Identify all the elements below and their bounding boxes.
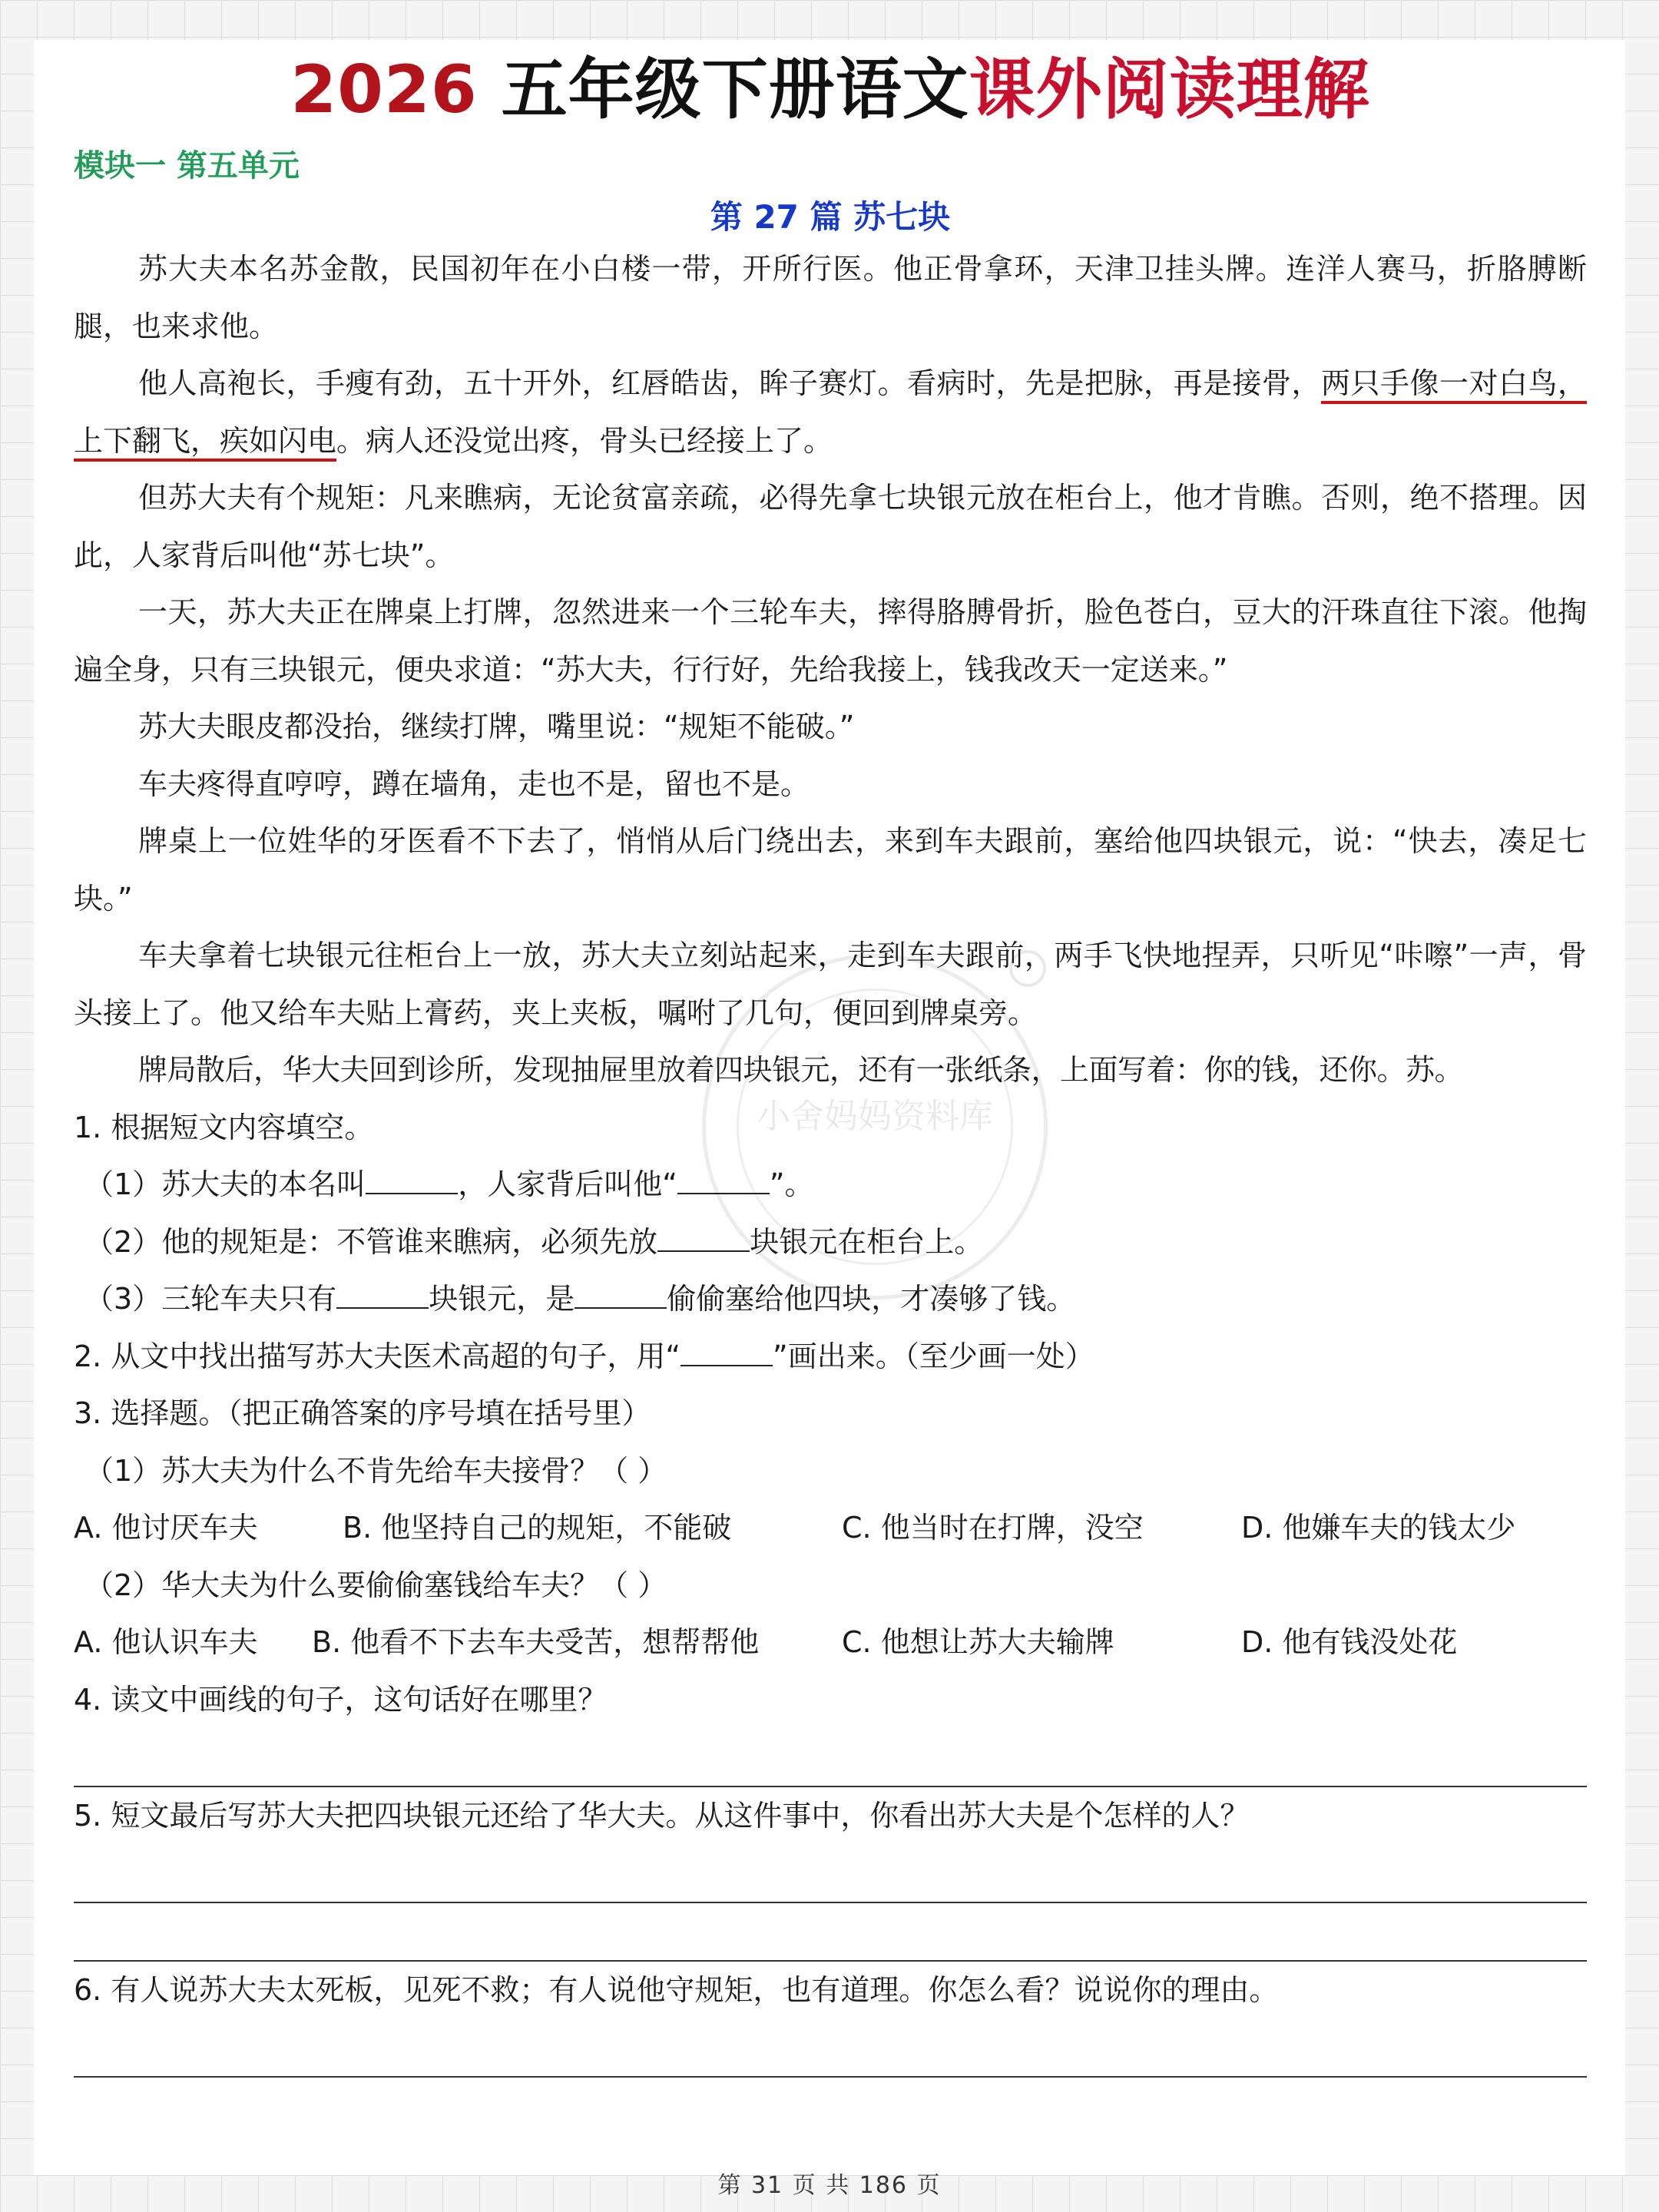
- answer-line-5a[interactable]: [74, 1844, 1587, 1903]
- question-3: 3. 选择题。（把正确答案的序号填在括号里）: [74, 1396, 651, 1430]
- question-3-1-choices: [74, 1499, 1587, 1557]
- paragraph-9: 牌局散后，华大夫回到诊所，发现抽屉里放着四块银元，还有一张纸条，上面写着：你的钱，还你。苏。: [138, 1053, 1464, 1087]
- paragraph-1: 苏大夫本名苏金散，民国初年在小白楼一带，开所行医。他正骨拿环，天津卫挂头牌。连洋人赛马，折胳膊断腿，也来求他。: [74, 252, 1587, 343]
- module-label: 模块一 第五单元: [74, 148, 300, 184]
- paragraph-4: 一天，苏大夫正在牌桌上打牌，忽然进来一个三轮车夫，摔得胳膊骨折，脸色苍白，豆大的汗珠直往下滚。他掏遍全身，只有三块银元，便央求道：“苏大夫，行行好，先给我接上，钱我改天一定送来。”: [74, 595, 1587, 687]
- paragraph-6: 车夫疼得直哼哼，蹲在墙角，走也不是，留也不是。: [138, 767, 810, 801]
- choice-3-1-c[interactable]: C. 他当时在打牌，没空: [842, 1511, 1144, 1545]
- page-footer: 第 31 页 共 186 页: [717, 2172, 942, 2199]
- question-2-text-a: 2. 从文中找出描写苏大夫医术高超的句子，用“: [74, 1339, 681, 1373]
- question-3-2: （2）华大夫为什么要偷偷塞钱给车夫？（ ）: [84, 1568, 667, 1602]
- question-2-text-b: ”画出来。（至少画一处）: [773, 1339, 1094, 1373]
- choice-3-1-d[interactable]: D. 他嫌车夫的钱太少: [1241, 1511, 1516, 1545]
- choice-3-1-a[interactable]: A. 他讨厌车夫: [74, 1511, 258, 1545]
- answer-line-5b[interactable]: [74, 1903, 1587, 1962]
- blank-helper[interactable]: [575, 1283, 667, 1309]
- choice-3-2-d[interactable]: D. 他有钱没处花: [1241, 1625, 1458, 1659]
- question-3-1: （1）苏大夫为什么不肯先给车夫接骨？（ ）: [84, 1453, 667, 1488]
- choice-3-2-b[interactable]: B. 他看不下去车夫受苦，想帮帮他: [312, 1625, 760, 1659]
- choice-3-1-b[interactable]: B. 他坚持自己的规矩，不能破: [343, 1511, 732, 1545]
- paragraph-2: [74, 355, 1587, 469]
- article-title: 第 27 篇 苏七块: [710, 198, 951, 236]
- blank-driver-coins[interactable]: [336, 1283, 429, 1309]
- answer-line-4[interactable]: [74, 1728, 1587, 1787]
- title-highlight: 课外阅读理解: [969, 51, 1370, 128]
- paragraph-5: 苏大夫眼皮都没抬，继续打牌，嘴里说：“规矩不能破。”: [138, 710, 855, 743]
- title-grade: 五年级下册语文: [501, 51, 969, 128]
- blank-nickname[interactable]: [677, 1168, 770, 1194]
- question-5: 5. 短文最后写苏大夫把四块银元还给了华大夫。从这件事中，你看出苏大夫是个怎样的人？: [74, 1798, 1250, 1833]
- question-1-3-text-b: 块银元，是: [429, 1282, 575, 1316]
- paragraph-2-start: 他人高袍长，手瘦有劲，五十开外，红唇皓齿，眸子赛灯。看病时，先是把脉，再是接骨，: [138, 366, 1321, 400]
- question-1-2: [74, 1214, 1587, 1271]
- question-4: 4. 读文中画线的句子，这句话好在哪里？: [74, 1682, 608, 1717]
- blank-real-name[interactable]: [366, 1168, 458, 1194]
- watermark-text: 小舍妈妈资料库: [757, 1097, 993, 1136]
- question-1-1-text-a: （1）苏大夫的本名叫: [84, 1167, 366, 1201]
- choice-3-2-c[interactable]: C. 他想让苏大夫输牌: [842, 1625, 1114, 1659]
- worksheet-page: [34, 40, 1625, 2199]
- question-1-3: [74, 1270, 1587, 1328]
- question-1-1-text-c: ”。: [769, 1167, 814, 1201]
- title-year: 2026: [290, 51, 478, 128]
- question-1-3-text-a: （3）三轮车夫只有: [84, 1282, 337, 1316]
- question-1-1: [74, 1156, 1587, 1214]
- blank-coin-count[interactable]: [657, 1226, 750, 1252]
- question-6: 6. 有人说苏大夫太死板，见死不救；有人说他守规矩，也有道理。你怎么看？说说你的理由。: [74, 1973, 1279, 2007]
- answer-line-6[interactable]: [74, 2019, 1587, 2078]
- choice-3-2-a[interactable]: A. 他认识车夫: [74, 1625, 258, 1659]
- underline-sample: [680, 1340, 773, 1366]
- question-1-1-text-b: ，人家背后叫他“: [458, 1167, 677, 1201]
- question-1: 1. 根据短文内容填空。: [74, 1110, 374, 1144]
- paragraph-2-end: 。病人还没觉出疼，骨头已经接上了。: [336, 423, 833, 458]
- question-1-2-text-a: （2）他的规矩是：不管谁来瞧病，必须先放: [84, 1224, 658, 1259]
- question-1-2-text-b: 块银元在柜台上。: [750, 1224, 984, 1259]
- underlined-sentence: 两只手像一对白鸟，上下翻飞，疾如闪电: [74, 366, 1587, 458]
- paragraph-8: 车夫拿着七块银元往柜台上一放，苏大夫立刻站起来，走到车夫跟前，两手飞快地捏弄，只听见“咔嚓”一声，骨头接上了。他又给车夫贴上膏药，夹上夹板，嘱咐了几句，便回到牌桌旁。: [74, 939, 1587, 1030]
- paragraph-7: 牌桌上一位姓华的牙医看不下去了，悄悄从后门绕出去，来到车夫跟前，塞给他四块银元，说：“快去，凑足七块。”: [74, 824, 1587, 916]
- question-1-3-text-c: 偷偷塞给他四块，才凑够了钱。: [667, 1282, 1076, 1316]
- worksheet-content: [74, 40, 1587, 2078]
- paragraph-3: 但苏大夫有个规矩：凡来瞧病，无论贫富亲疏，必得先拿七块银元放在柜台上，他才肯瞧。否则，绝不搭理。因此，人家背后叫他“苏七块”。: [74, 481, 1587, 572]
- page-title: [74, 44, 1587, 136]
- question-3-2-choices: [74, 1614, 1587, 1671]
- question-2: [74, 1328, 1587, 1386]
